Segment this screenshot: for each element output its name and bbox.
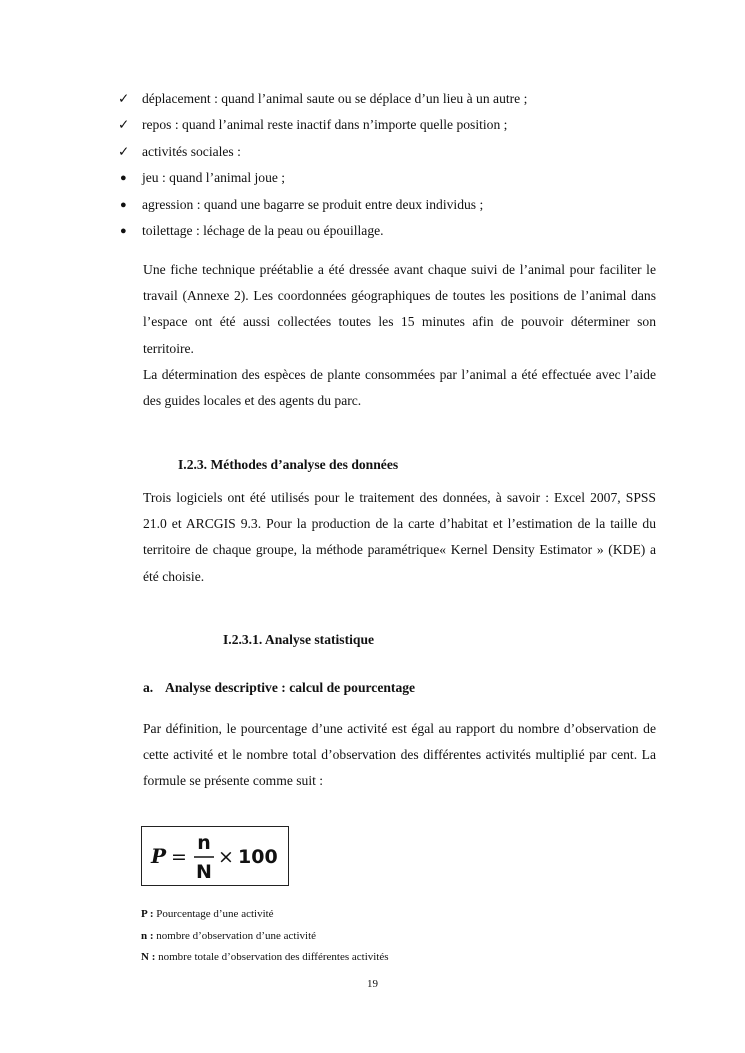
list-item-text: déplacement : quand l’animal saute ou se déplace d’un lieu à un autre ; [142, 91, 528, 106]
list-item [118, 165, 678, 191]
checkmark-icon: ✓ [118, 143, 130, 159]
list-item [118, 139, 678, 165]
list-item [118, 192, 678, 218]
paragraph-plants: La détermination des espèces de plante consommées par l’animal a été effectuée avec l’aide des guides locales et des agents du parc. [143, 366, 656, 409]
legend-item [141, 904, 389, 926]
paragraph-software: Trois logiciels ont été utilisés pour le traitement des données, à savoir : Excel 2007, SPSS 21.0 et ARCGIS 9.3. Pour la production de la carte d’habitat et l’estimation de la taille du territoire de chaque groupe, la méthode paramétrique« Kernel Density Estimator » (KDE) a été choisie. [143, 490, 656, 584]
list-item [118, 218, 678, 244]
software-paragraph [143, 485, 656, 590]
list-item-text: activités sociales : [142, 143, 241, 159]
formula-equals: = [171, 846, 187, 868]
paragraph-definition: Par définition, le pourcentage d’une activité est égal au rapport du nombre d’observation de cette activité et le nombre total d’observation des différentes activités multiplié par cent. La formule se présente comme suit : [143, 721, 656, 789]
list-item-text: jeu : quand l’animal joue ; [142, 170, 286, 186]
legend-symbol: N : [141, 951, 156, 963]
checkmark-icon: ✓ [118, 117, 130, 133]
section-heading-stats: I.2.3.1. Analyse statistique [223, 632, 375, 647]
section-heading-methods: I.2.3. Méthodes d’analyse des données [178, 457, 399, 472]
bullet-icon: ● [120, 172, 127, 185]
checkmark-icon: ✓ [118, 91, 130, 106]
definition-paragraph [143, 716, 656, 795]
legend-text: Pourcentage d’une activité [153, 908, 274, 920]
page-number: 19 [367, 978, 378, 990]
percentage-formula [142, 827, 288, 885]
list-item [118, 112, 678, 138]
formula-denominator: N [196, 861, 212, 883]
methodology-paragraph [143, 257, 656, 414]
heading-number: a. [143, 680, 154, 695]
formula-box [141, 826, 289, 886]
bullet-icon: ● [120, 224, 127, 237]
list-item [118, 86, 678, 112]
formula-numerator: n [197, 832, 211, 854]
section-heading-descriptive [143, 680, 415, 696]
list-item-text: agression : quand une bagarre se produit entre deux individus ; [142, 196, 484, 212]
list-item-text: repos : quand l’animal reste inactif dans n’importe quelle position ; [142, 117, 508, 133]
paragraph-fiche: Une fiche technique préétablie a été dressée avant chaque suivi de l’animal pour faciliter le travail (Annexe 2). Les coordonnées géographiques de toutes les positions de l’animal dans l’espace ont été aussi collectées toutes les 15 minutes afin de pouvoir déterminer son territoire. [143, 262, 656, 356]
formula-times: × [218, 846, 234, 868]
formula-legend [141, 904, 389, 969]
legend-symbol: n : [141, 929, 154, 942]
legend-symbol: P : [141, 908, 154, 920]
formula-p: P [151, 844, 167, 868]
formula-factor: 100 [238, 846, 278, 868]
legend-item [141, 947, 389, 969]
legend-text: nombre totale d’observation des différentes activités [155, 951, 389, 963]
bullet-icon: ● [120, 198, 127, 211]
legend-text: nombre d’observation d’une activité [153, 929, 317, 942]
list-item-text: toilettage : léchage de la peau ou épouillage. [142, 222, 384, 238]
heading-text: Analyse descriptive : calcul de pourcentage [165, 680, 416, 695]
activity-list [118, 86, 678, 244]
legend-item [141, 926, 389, 948]
